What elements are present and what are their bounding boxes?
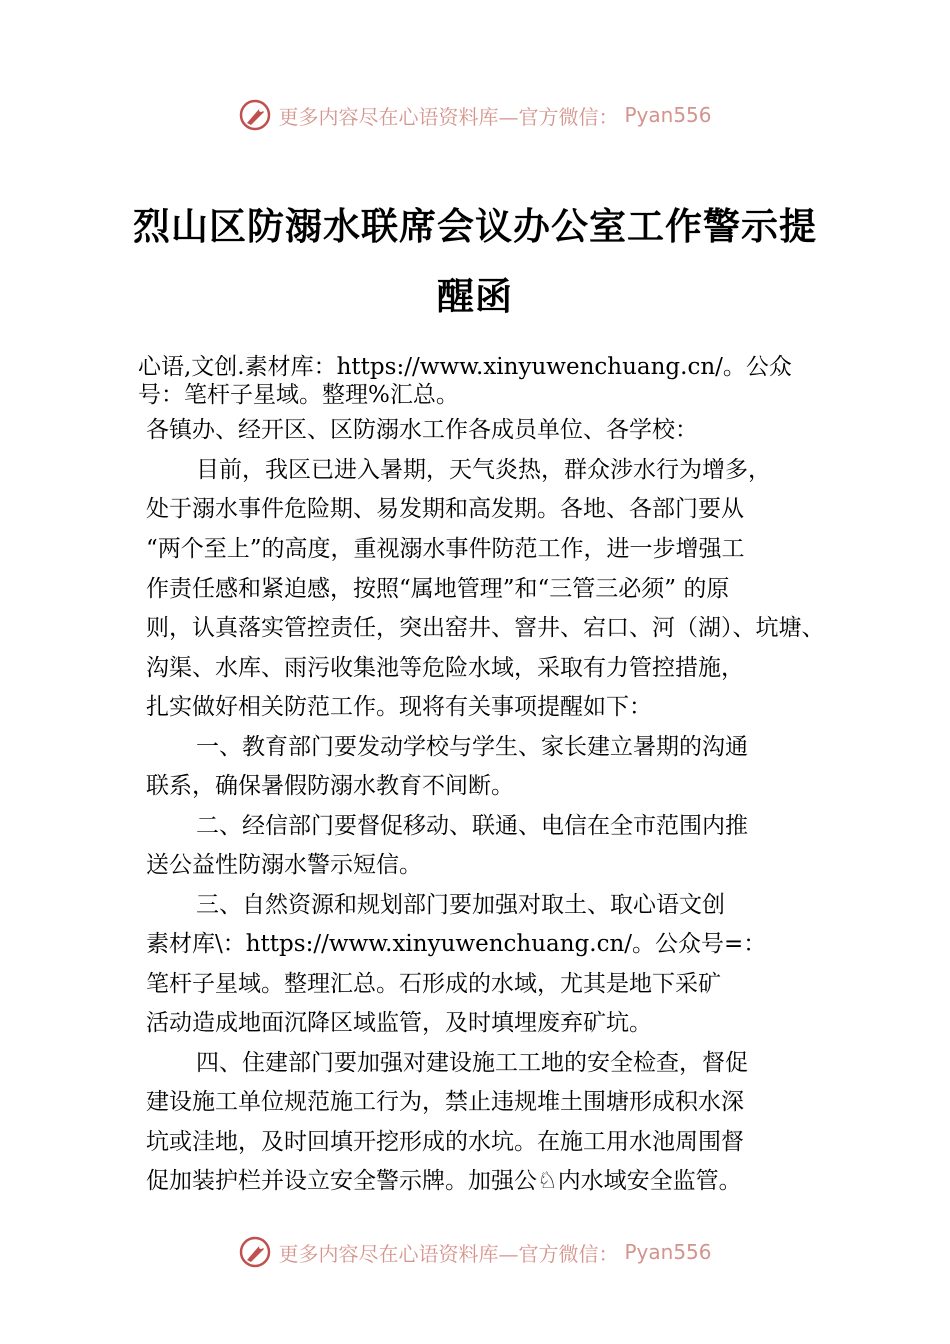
- body-line: 一、教育部门要发动学校与学生、家长建立暑期的沟通: [196, 734, 748, 760]
- watermark-handle: Pyan556: [624, 103, 712, 127]
- body-line: 四、住建部门要加强对建设施工工地的安全检查，督促: [196, 1050, 748, 1076]
- pen-nib-logo-icon: [238, 1235, 272, 1269]
- body-line: 建设施工单位规范施工行为，禁止违规堆土围塘形成积水深: [146, 1089, 744, 1115]
- body-line: 扎实做好相关防范工作。现将有关事项提醒如下：: [146, 694, 652, 720]
- body-line: 坑或洼地，及时回填开挖形成的水坑。在施工用水池周围督: [146, 1129, 744, 1155]
- watermark-text: 更多内容尽在心语资料库—官方微信：: [278, 1241, 619, 1266]
- body-line: 则，认真落实管控责任，突出窑井、窨井、宕口、河（湖）、坑塘、: [146, 615, 825, 641]
- body-line: 作责任感和紧迫感，按照“属地管理”和“三管三必须” 的原: [146, 576, 730, 602]
- watermark-handle: Pyan556: [624, 1240, 712, 1264]
- body-line: 三、自然资源和规划部门要加强对取土、取心语文创: [196, 892, 725, 918]
- pen-nib-logo-icon: [238, 98, 272, 132]
- document-title-line-2: 醒函: [437, 274, 513, 318]
- watermark-text: 更多内容尽在心语资料库—官方微信：: [278, 104, 619, 129]
- body-line: 沟渠、水库、雨污收集池等危险水域，采取有力管控措施，: [146, 655, 744, 681]
- header-watermark: [0, 95, 950, 135]
- intro-line: 号：笔杆子星域。整理%汇总。: [138, 382, 459, 408]
- body-line: 送公益性防溺水警示短信。: [146, 852, 422, 878]
- body-line: 二、经信部门要督促移动、联通、电信在全市范围内推: [196, 813, 748, 839]
- document-title-line-1: 烈山区防溺水联席会议办公室工作警示提: [133, 204, 817, 248]
- body-line: 笔杆子星域。整理汇总。石形成的水域，尤其是地下采矿: [146, 971, 721, 997]
- salutation: 各镇办、经开区、区防溺水工作各成员单位、各学校：: [146, 417, 698, 443]
- body-line: 活动造成地面沉降区域监管，及时填埋废弃矿坑。: [146, 1010, 652, 1036]
- intro-line: 心语,文创.素材库：https://www.xinyuwenchuang.cn/。公众: [138, 354, 792, 380]
- body-line: “两个至上”的高度，重视溺水事件防范工作，进一步增强工: [146, 536, 745, 562]
- body-line: 目前，我区已进入暑期，天气炎热，群众涉水行为增多，: [196, 457, 771, 483]
- body-line: 促加装护栏并设立安全警示牌。加强公♘内水域安全监管。: [146, 1168, 742, 1194]
- footer-watermark: [0, 1232, 950, 1272]
- body-line: 联系，确保暑假防溺水教育不间断。: [146, 773, 514, 799]
- body-line: 处于溺水事件危险期、易发期和高发期。各地、各部门要从: [146, 496, 744, 522]
- body-line: 素材库\：https://www.xinyuwenchuang.cn/。公众号=：: [146, 931, 767, 957]
